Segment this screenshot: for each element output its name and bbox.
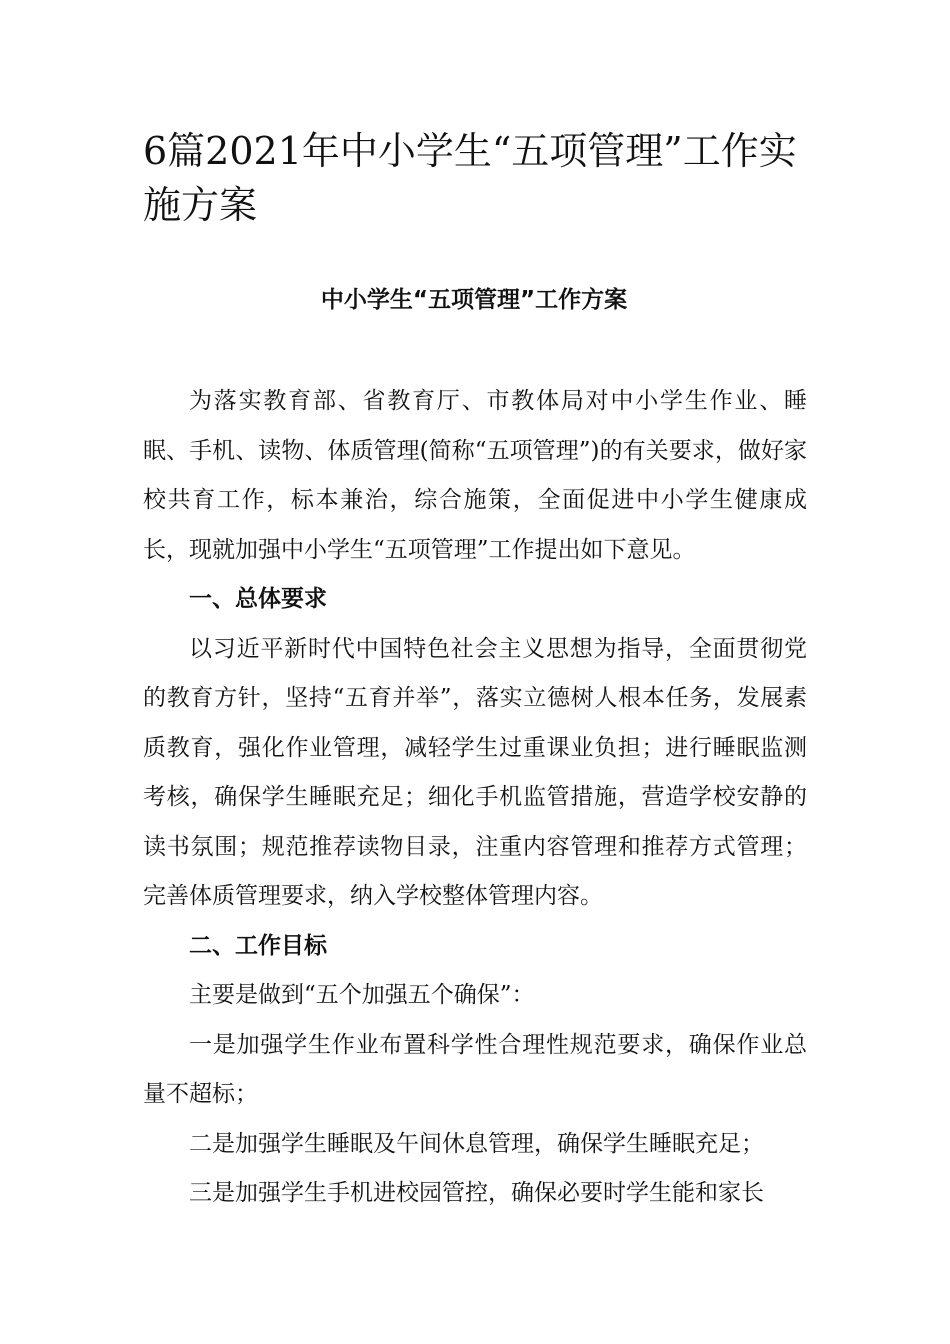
intro-paragraph: 为落实教育部、省教育厅、市教体局对中小学生作业、睡眠、手机、读物、体质管理(简称“五项管理”)的有关要求，做好家校共育工作，标本兼治，综合施策，全面促进中小学生健康成长，现就加强中小学生“五项管理”工作提出如下意见。 [143,388,807,563]
work-goals-intro-paragraph: 主要是做到“五个加强五个确保”： [189,982,535,1008]
section-heading-general-requirements: 一、总体要求 [189,586,327,612]
general-requirements-paragraph: 以习近平新时代中国特色社会主义思想为指导，全面贯彻党的教育方针，坚持“五育并举”，落实立德树人根本任务，发展素质教育，强化作业管理，减轻学生过重课业负担；进行睡眠监测考核，确保学生睡眠充足；细化手机监管措施，营造学校安静的读书氛围；规范推荐读物目录，注重内容管理和推荐方式管理；完善体质管理要求，纳入学校整体管理内容。 [143,635,807,909]
goal-item-sleep: 二是加强学生睡眠及午间休息管理，确保学生睡眠充足； [189,1130,764,1157]
document-subtitle: 中小学生“五项管理”工作方案 [320,287,628,313]
section-heading-work-goals: 二、工作目标 [189,932,327,959]
goal-item-homework: 一是加强学生作业布置科学性合理性规范要求，确保作业总量不超标； [143,1031,807,1107]
goal-item-phone: 三是加强学生手机进校园管控，确保必要时学生能和家长 [189,1180,764,1206]
document-title: 6篇2021年中小学生“五项管理”工作实施方案 [143,129,797,227]
document-body [143,377,807,1219]
